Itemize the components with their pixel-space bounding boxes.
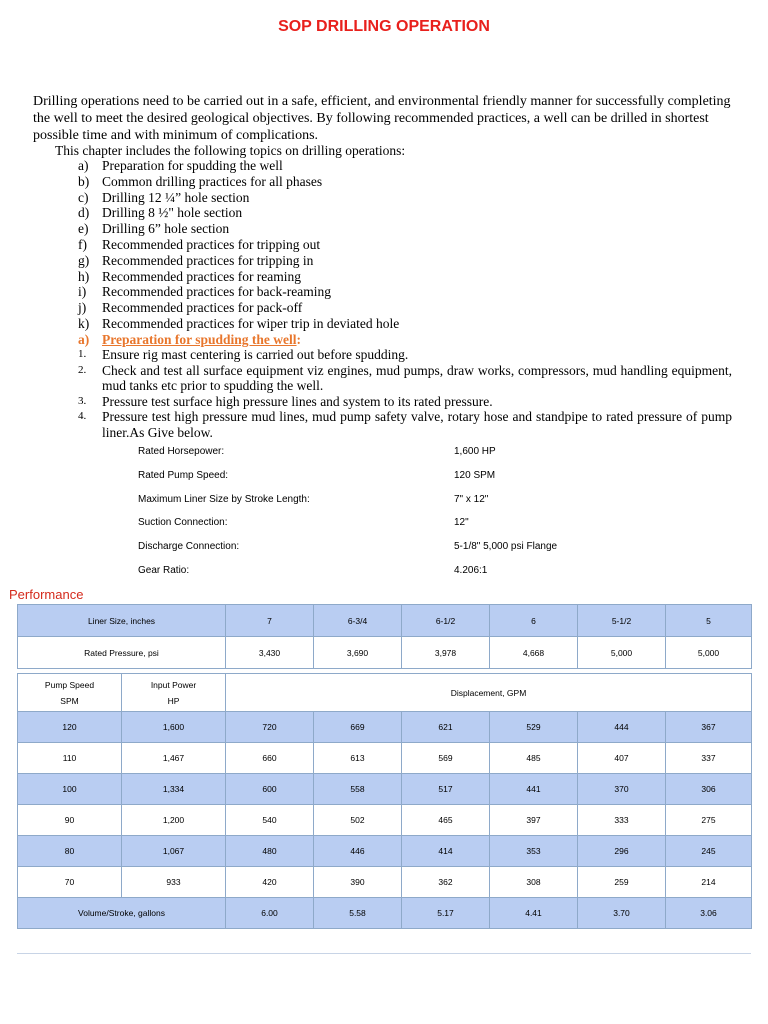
list-item: k) Recommended practices for wiper trip in deviated hole [78, 315, 400, 331]
list-item: 4. Pressure test high pressure mud lines, mud pump safety valve, rotary hose and standpipe to rated pressure of pump liner.As Give below. [78, 409, 732, 440]
list-item: 1. Ensure rig mast centering is carried out before spudding. [78, 347, 409, 362]
list-item: h) Recommended practices for reaming [78, 268, 302, 284]
input-power-header: Input Power HP [122, 674, 226, 712]
page-title: SOP DRILLING OPERATION [278, 18, 490, 35]
performance-table [17, 604, 752, 929]
spec-row: Gear Ratio: 4.206:1 [138, 564, 488, 576]
table-row: 100 1,334 600 558 517 441 370 306 [18, 774, 752, 805]
table-bottom-rule [17, 953, 751, 954]
list-item: g) Recommended practices for tripping in [78, 252, 314, 268]
topics-list [78, 158, 399, 332]
table-row: Liner Size, inches 7 6-3/4 6-1/2 6 5-1/2 5 [18, 605, 752, 637]
list-item: j) Recommended practices for pack-off [78, 300, 303, 316]
spec-row: Maximum Liner Size by Stroke Length: 7" x 12" [138, 493, 489, 505]
spec-row: Rated Pump Speed: 120 SPM [138, 469, 496, 481]
spec-row: Rated Horsepower: 1,600 HP [138, 446, 496, 457]
spec-row: Discharge Connection: 5-1/8" 5,000 psi Flange [138, 541, 558, 553]
list-item: i) Recommended practices for back-reaming [78, 284, 332, 300]
table-row: Volume/Stroke, gallons 6.00 5.58 5.17 4.41 3.70 3.06 [18, 898, 752, 929]
table-row: 80 1,067 480 446 414 353 296 245 [18, 836, 752, 867]
intro-paragraph: Drilling operations need to be carried out in a safe, efficient, and environmental friendly manner for successfully completing the well to meet the desired geological objectives. By following recommended practices, a well can be drilled in shortest possible time and with minimum of complications. [33, 94, 731, 143]
volume-stroke-label: Volume/Stroke, gallons [18, 898, 226, 929]
table-header-row [18, 674, 752, 712]
list-item: a) Preparation for spudding the well [78, 158, 283, 173]
section-heading-preparation: a) Preparation for spudding the well: [78, 332, 302, 347]
table-row: 110 1,467 660 613 569 485 407 337 [18, 743, 752, 774]
list-item: 2. Check and test all surface equipment viz engines, mud pumps, draw works, compressors, mud handling equipment, mud tanks etc prior to spudding the well. [78, 362, 732, 393]
table-row: 70 933 420 390 362 308 259 214 [18, 867, 752, 898]
spec-row: Suction Connection: 12" [138, 517, 469, 529]
list-item: d) Drilling 8 ½" hole section [78, 205, 243, 221]
list-item: e) Drilling 6” hole section [78, 221, 230, 237]
pump-speed-header: Pump Speed SPM [18, 674, 122, 712]
pump-specs [138, 446, 578, 589]
performance-heading: Performance [9, 587, 84, 602]
table-row: 90 1,200 540 502 465 397 333 275 [18, 805, 752, 836]
rated-pressure-label: Rated Pressure, psi [18, 637, 226, 669]
list-item: c) Drilling 12 ¼” hole section [78, 189, 250, 205]
chapter-intro: This chapter includes the following topics on drilling operations: [55, 143, 406, 158]
liner-size-label: Liner Size, inches [18, 605, 226, 637]
steps-list [78, 347, 732, 440]
list-item: f) Recommended practices for tripping out [78, 236, 321, 252]
table-row: Rated Pressure, psi 3,430 3,690 3,978 4,668 5,000 5,000 [18, 637, 752, 669]
table-row: 120 1,600 720 669 621 529 444 367 [18, 712, 752, 743]
list-item: 3. Pressure test surface high pressure lines and system to its rated pressure. [78, 393, 493, 409]
list-item: b) Common drilling practices for all phases [78, 173, 323, 189]
preparation-link[interactable]: Preparation for spudding the well [102, 332, 297, 347]
displacement-header: Displacement, GPM [226, 674, 752, 712]
